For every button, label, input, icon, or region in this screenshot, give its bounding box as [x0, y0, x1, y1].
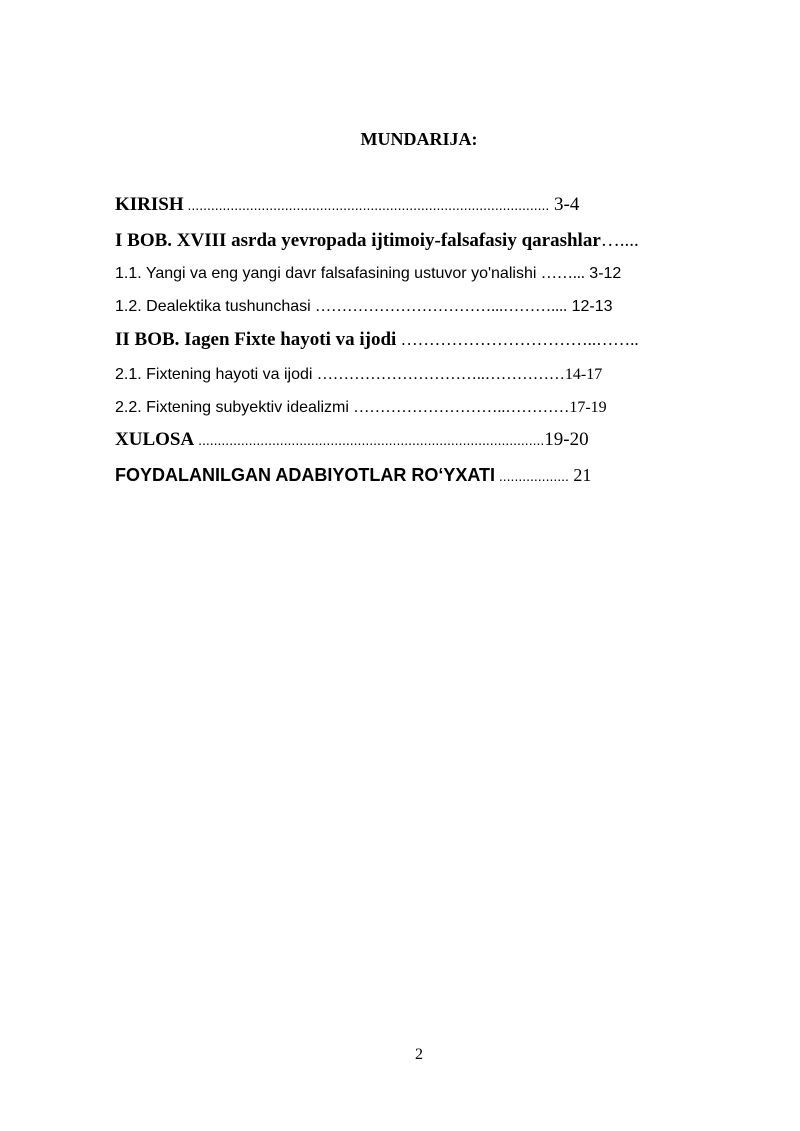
toc-heading: 1.2. Dealektika tushunchasi: [115, 298, 316, 315]
page-title: MUNDARIJA:: [360, 129, 478, 149]
toc-heading: 1.1. Yangi va eng yangi davr falsafasining ustuvor yo'nalishi: [115, 265, 541, 282]
toc-heading: II BOB. Iagen Fixte hayoti va ijodi: [115, 329, 397, 350]
toc-entry-section-2-2: [115, 396, 607, 420]
toc-heading: 2.2. Fixtening subyektiv idealizmi: [115, 399, 354, 416]
toc-leader: ..................: [495, 468, 569, 484]
toc-entry-references: [115, 463, 591, 488]
toc-page-range: 19-20: [544, 429, 589, 450]
toc-heading: XULOSA: [115, 429, 195, 450]
toc-entry-section-2-1: [115, 363, 602, 387]
toc-page-range: 12-13: [567, 298, 613, 315]
toc-page-range: 3-4: [549, 194, 580, 215]
toc-page-range: 17-19: [569, 399, 607, 416]
toc-leader: .........................................................................................: [194, 432, 545, 448]
toc-entry-xulosa: [115, 428, 589, 452]
toc-leader: …....: [600, 230, 639, 251]
toc-leader: ……...: [540, 265, 585, 282]
toc-heading: KIRISH: [115, 194, 184, 215]
toc-leader: ………………………..…………: [353, 399, 570, 416]
toc-entry-chapter-1: [115, 229, 639, 253]
toc-page-range: 14-17: [564, 366, 603, 383]
toc-entry-section-1-2: [115, 295, 613, 319]
toc-page-range: 3-12: [584, 265, 622, 282]
toc-entry-kirish: [115, 193, 579, 217]
toc-page-range: 21: [568, 465, 592, 485]
toc-heading: I BOB. XVIII asrda yevropada ijtimoiy-falsafasiy qarashlar: [115, 230, 601, 251]
toc-entry-section-1-1: [115, 262, 621, 286]
toc-entry-chapter-2: [115, 328, 639, 352]
toc-leader: .............................................................................................: [183, 197, 550, 213]
page-number: 2: [415, 1046, 423, 1063]
toc-leader: ……………………………...………....: [315, 298, 568, 315]
toc-leader: ……………………………..……..: [396, 330, 639, 349]
toc-leader: …………………………..……………: [316, 366, 565, 383]
toc-heading: FOYDALANILGAN ADABIYOTLAR RO‘YXATI: [115, 465, 495, 485]
toc-heading: 2.1. Fixtening hayoti va ijodi: [115, 366, 317, 383]
